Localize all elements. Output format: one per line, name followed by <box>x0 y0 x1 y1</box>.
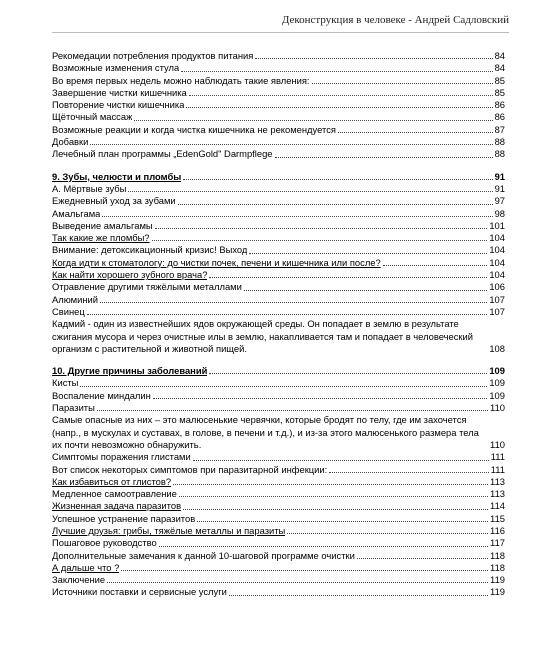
toc-page-number: 106 <box>489 281 505 293</box>
toc-entry-title: Самые опасные из них – это малюсенькие червячки, которые бродят по телу, где им захочется (напр., в мускулах и суставах, в голове, в печени и т.д.), и из-за этого малюсенького размера тела их почти невозможно обнаружить. <box>52 414 479 450</box>
dot-leader <box>244 290 488 291</box>
toc-entry[interactable] <box>52 525 505 537</box>
toc-page-number: 88 <box>494 136 505 148</box>
toc-entry[interactable] <box>52 111 505 123</box>
toc-page-number: 85 <box>494 86 505 98</box>
toc-entry[interactable] <box>52 294 505 306</box>
toc-entry[interactable] <box>52 99 505 111</box>
toc-entry[interactable] <box>52 87 505 99</box>
toc-entry-title: Рекомедации потребления продуктов питания <box>52 50 254 61</box>
toc-entry-title: Завершение чистки кишечника <box>52 86 187 98</box>
toc-entry-title: Медленное самоотравление <box>52 488 177 500</box>
toc-page-number: 116 <box>490 524 505 536</box>
toc-entry-title: Лечебный план программы „EdenGold" Darmpflege <box>52 148 273 160</box>
toc-page-number: 91 <box>494 170 505 182</box>
toc-entry-title: Щёточный массаж <box>52 111 133 123</box>
toc-entry-title: Отравление другими тяжёлыми металлами <box>52 281 242 293</box>
toc-page-number: 107 <box>489 293 505 305</box>
toc-entry[interactable] <box>52 62 505 74</box>
toc-entry-title: Симптомы поражения глистами <box>52 451 191 463</box>
toc-entry[interactable] <box>52 50 505 62</box>
toc-entry[interactable] <box>52 377 505 389</box>
running-header: Деконструкция в человеке - Андрей Садловский <box>281 14 509 26</box>
toc-page-number: 118 <box>490 561 505 573</box>
toc-entry[interactable] <box>52 513 505 525</box>
toc-page-number: 109 <box>489 377 505 389</box>
toc-page-number: 104 <box>489 244 505 256</box>
toc-entry[interactable] <box>52 476 505 488</box>
toc-page-number: 84 <box>494 62 505 74</box>
dot-leader <box>179 496 488 497</box>
dot-leader <box>209 373 487 374</box>
toc-entry[interactable] <box>52 124 505 136</box>
dot-leader <box>183 509 488 510</box>
toc-entry-multiline[interactable] <box>52 414 505 451</box>
dot-leader <box>383 265 488 266</box>
toc-chapter-heading[interactable] <box>52 171 505 183</box>
toc-entry-title: Паразиты <box>52 402 95 414</box>
toc-page-number: 117 <box>490 537 505 549</box>
toc-entry-title: Кадмий - один из известнейших ядов окружающей среды. Он попадает в землю в результате сжигания мусора и через очистные илы в землю, накапливается там и попадает в человеческий организм с растительной и животной пищей. <box>52 318 474 354</box>
toc-entry-title: Жизненная задача паразитов <box>52 500 182 512</box>
toc-page-number: 98 <box>494 207 505 219</box>
dot-leader <box>159 546 488 547</box>
toc-page-number: 88 <box>494 148 505 160</box>
toc-entry-title: Ежедневный уход за зубами <box>52 195 176 207</box>
toc-page-number: 104 <box>489 256 505 268</box>
toc-page-number: 115 <box>490 512 505 524</box>
dot-leader <box>181 71 492 72</box>
header-divider <box>52 32 509 33</box>
toc-page-number: 107 <box>489 305 505 317</box>
toc-entry-multiline[interactable] <box>52 318 505 355</box>
dot-leader <box>357 558 488 559</box>
toc-page-number: 108 <box>489 342 505 354</box>
toc-page-number: 84 <box>494 50 505 61</box>
toc-entry-title: Лучшие друзья: грибы, тяжёлые металлы и паразиты <box>52 524 286 536</box>
toc-entry[interactable] <box>52 183 505 195</box>
toc-entry-title: Добавки <box>52 136 89 148</box>
dot-leader <box>134 120 492 121</box>
toc-entry-title: Амальгама <box>52 207 101 219</box>
toc-entry[interactable] <box>52 269 505 281</box>
dot-leader <box>107 582 488 583</box>
dot-leader <box>128 191 492 192</box>
toc-entry[interactable] <box>52 306 505 318</box>
toc-entry-title: Успешное устранение паразитов <box>52 512 196 524</box>
dot-leader <box>329 472 489 473</box>
dot-leader <box>312 83 493 84</box>
toc-entry[interactable] <box>52 148 505 160</box>
toc-page-number: 109 <box>489 389 505 401</box>
toc-entry-title: Когда идти к стоматологу: до чистки почек, печени и кишечника или после? <box>52 256 381 268</box>
toc-entry[interactable] <box>52 574 505 586</box>
toc-page-number: 118 <box>490 549 505 561</box>
toc-page-number: 101 <box>489 219 505 231</box>
toc-page-number: 87 <box>494 123 505 135</box>
toc-entry[interactable] <box>52 75 505 87</box>
toc-page-number: 114 <box>490 500 505 512</box>
toc-entry[interactable] <box>52 586 505 598</box>
toc-page-number: 109 <box>489 365 505 377</box>
toc-entry[interactable] <box>52 488 505 500</box>
toc-page-number: 111 <box>490 463 505 475</box>
toc-entry-title: Во время первых недель можно наблюдать такие явления: <box>52 74 310 86</box>
dot-leader <box>100 302 487 303</box>
toc-page-number: 110 <box>490 438 505 450</box>
toc-page-number: 119 <box>490 574 505 586</box>
toc-entry-title: Вот список некоторых симптомов при паразитарной инфекции: <box>52 463 328 475</box>
toc-entry-title: Дополнительные замечания к данной 10-шаговой программе очистки <box>52 549 355 561</box>
toc-entry[interactable] <box>52 500 505 512</box>
toc-entry-title: Воспаление миндалин <box>52 389 151 401</box>
dot-leader <box>183 179 492 180</box>
dot-leader <box>121 570 488 571</box>
dot-leader <box>155 228 488 229</box>
toc-entry-title: Кисты <box>52 377 79 389</box>
toc-entry[interactable] <box>52 537 505 549</box>
toc-entry-title: Как найти хорошего зубного врача? <box>52 269 208 281</box>
dot-leader <box>249 253 487 254</box>
toc-chapter-heading[interactable] <box>52 365 505 377</box>
dot-leader <box>338 132 493 133</box>
dot-leader <box>153 398 488 399</box>
dot-leader <box>178 204 493 205</box>
toc-entry-title: 9. Зубы, челюсти и пломбы <box>52 170 182 182</box>
toc-page-number: 85 <box>494 74 505 86</box>
toc-entry[interactable] <box>52 550 505 562</box>
toc-entry-title: А дальше что ? <box>52 561 120 573</box>
toc-page-number: 111 <box>490 451 505 463</box>
toc-entry-title: Свинец <box>52 305 85 317</box>
toc-entry-title: Возможные реакции и когда чистка кишечника не рекомендуется <box>52 123 336 135</box>
dot-leader <box>97 410 488 411</box>
toc-entry[interactable] <box>52 257 505 269</box>
toc-page-number: 110 <box>490 402 505 414</box>
toc-entry[interactable] <box>52 281 505 293</box>
dot-leader <box>87 314 488 315</box>
toc-entry[interactable] <box>52 464 505 476</box>
toc-entry[interactable] <box>52 390 505 402</box>
dot-leader <box>102 216 492 217</box>
toc-entry-title: Как избавиться от глистов? <box>52 475 172 487</box>
toc-page-number: 97 <box>494 195 505 207</box>
toc-page-number: 104 <box>489 232 505 244</box>
dot-leader <box>197 521 488 522</box>
dot-leader <box>90 144 492 145</box>
dot-leader <box>209 277 487 278</box>
toc-page-number: 113 <box>490 488 505 500</box>
toc-entry-title: 10. Другие причины заболеваний <box>52 365 208 377</box>
toc-entry-title: Так какие же пломбы? <box>52 232 150 244</box>
toc-entry[interactable] <box>52 208 505 220</box>
dot-leader <box>189 95 493 96</box>
dot-leader <box>287 533 488 534</box>
dot-leader <box>275 157 493 158</box>
toc-page-number: 91 <box>494 182 505 194</box>
toc-entry-title: Пошаговое руководство <box>52 537 157 549</box>
toc-page-number: 104 <box>489 269 505 281</box>
toc-page-number: 86 <box>494 111 505 123</box>
toc-entry-title: Заключение <box>52 574 106 586</box>
toc-entry-title: Внимание: детоксикационный кризис! Выход <box>52 244 248 256</box>
toc-entry[interactable] <box>52 220 505 232</box>
toc-page-number: 113 <box>490 475 505 487</box>
toc-entry[interactable] <box>52 562 505 574</box>
toc-entry-title: А. Мёртвые зубы <box>52 182 127 194</box>
toc-entry-title: Повторение чистки кишечника <box>52 99 185 111</box>
toc-entry[interactable] <box>52 451 505 463</box>
dot-leader <box>80 386 487 387</box>
toc-page-number: 86 <box>494 99 505 111</box>
toc-entry[interactable] <box>52 402 505 414</box>
dot-leader <box>255 58 492 59</box>
toc-entry-title: Источники поставки и сервисные услуги <box>52 586 227 598</box>
table-of-contents <box>52 50 505 599</box>
dot-leader <box>173 484 488 485</box>
toc-entry-title: Возможные изменения стула <box>52 62 180 74</box>
toc-page-number: 119 <box>490 586 505 598</box>
toc-entry-title: Алюминий <box>52 293 98 305</box>
toc-entry-title: Выведение амальгамы <box>52 219 153 231</box>
dot-leader <box>229 595 488 596</box>
toc-entry[interactable] <box>52 136 505 148</box>
dot-leader <box>193 460 489 461</box>
toc-entry[interactable] <box>52 244 505 256</box>
dot-leader <box>152 240 488 241</box>
dot-leader <box>186 107 492 108</box>
toc-entry[interactable] <box>52 195 505 207</box>
toc-entry[interactable] <box>52 232 505 244</box>
